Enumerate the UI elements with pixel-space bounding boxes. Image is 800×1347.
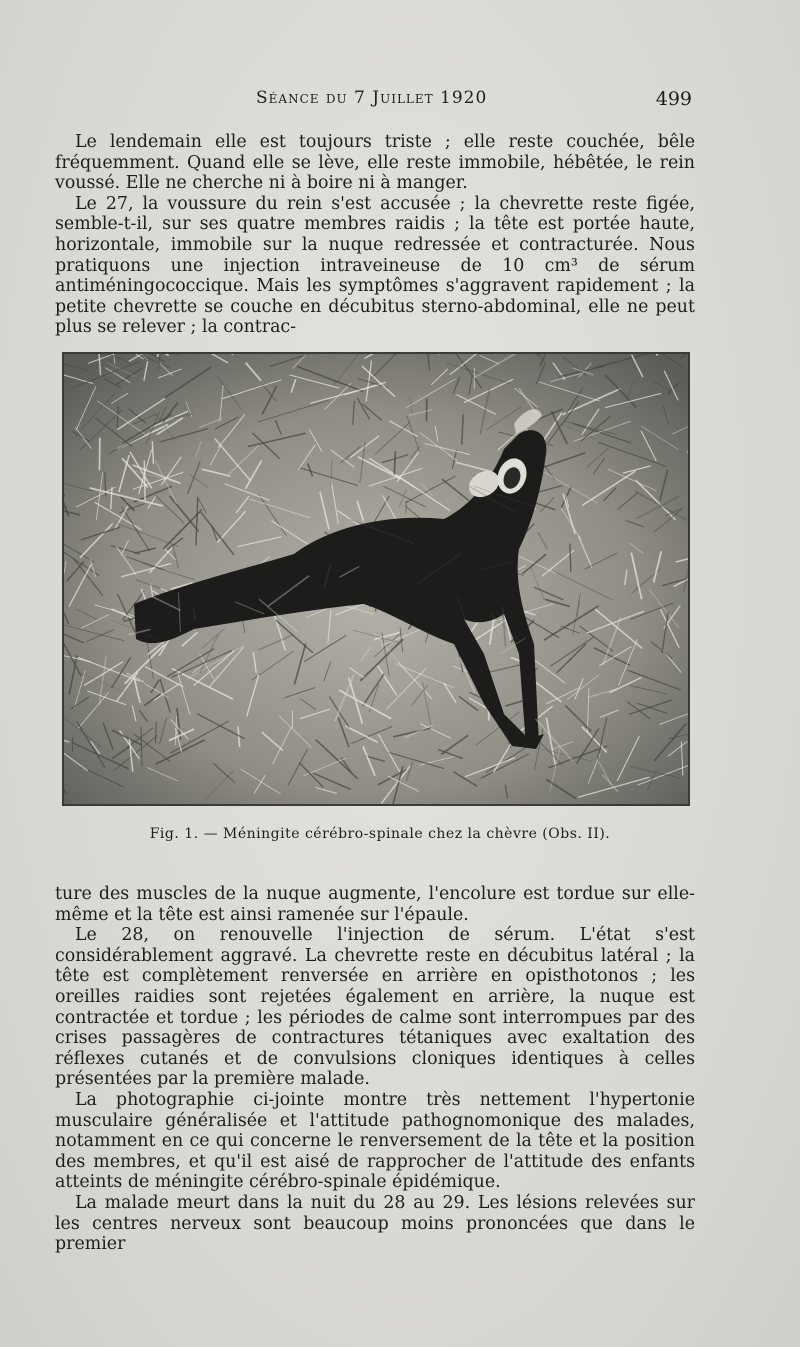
page-number: 499: [655, 88, 692, 110]
paragraph: La photographie ci-jointe montre très nettement l'hypertonie musculaire généralisée et l'attitude pathognomonique des malades, notamment en ce qui concerne le renversement de la tête et la position des membres, et qu'il est aisé de rapprocher de l'attitude des enfants atteints de méningite cérébro-spinale épidémique.: [55, 1089, 695, 1193]
figure-caption: Fig. 1. — Méningite cérébro-spinale chez la chèvre (Obs. II).: [149, 826, 611, 842]
text-block-bottom: [55, 884, 695, 1255]
paragraph: Le 27, la voussure du rein s'est accusée ; la chevrette reste figée, semble-t-il, sur ses quatre membres raidis ; la tête est portée haute, horizontale, immobile sur la nuque redressée et contracturée. Nous pratiquons une injection intraveineuse de 10 cm³ de sérum antiméningococcique. Mais les symptômes s'aggravent rapidement ; la petite chevrette se couche en décubitus sterno-abdominal, elle ne peut plus se relever ; la contrac-: [55, 193, 695, 338]
paragraph: Le 28, on renouvelle l'injection de sérum. L'état s'est considérablement aggravé. La chevrette reste en décubitus latéral ; la tête est complètement renversée en arrière en opisthotonos ; les oreilles raidies sont rejetées également en arrière, la nuque est contractée et tordue ; les périodes de calme sont interrompues par des crises passagères de contractures tétaniques avec exaltation des réflexes cutanés et de convulsions cloniques identiques à celles présentées par la première malade.: [55, 925, 695, 1090]
text-block-top: [55, 132, 695, 338]
page-header: [60, 88, 700, 116]
paragraph: Le lendemain elle est toujours triste ; elle reste couchée, bêle fréquemment. Quand elle se lève, elle reste immobile, hébêtée, le rein voussé. Elle ne cherche ni à boire ni à manger.: [55, 132, 695, 194]
goat-on-straw-photo: [64, 354, 688, 804]
paragraph: ture des muscles de la nuque augmente, l'encolure est tordue sur elle-même et la tête est ainsi ramenée sur l'épaule.: [55, 884, 695, 925]
running-title: Séance du 7 Juillet 1920: [256, 88, 488, 108]
figure-photograph: [62, 352, 690, 806]
paragraph: La malade meurt dans la nuit du 28 au 29. Les lésions relevées sur les centres nerveux sont beaucoup moins prononcées que dans le premier: [55, 1192, 695, 1255]
